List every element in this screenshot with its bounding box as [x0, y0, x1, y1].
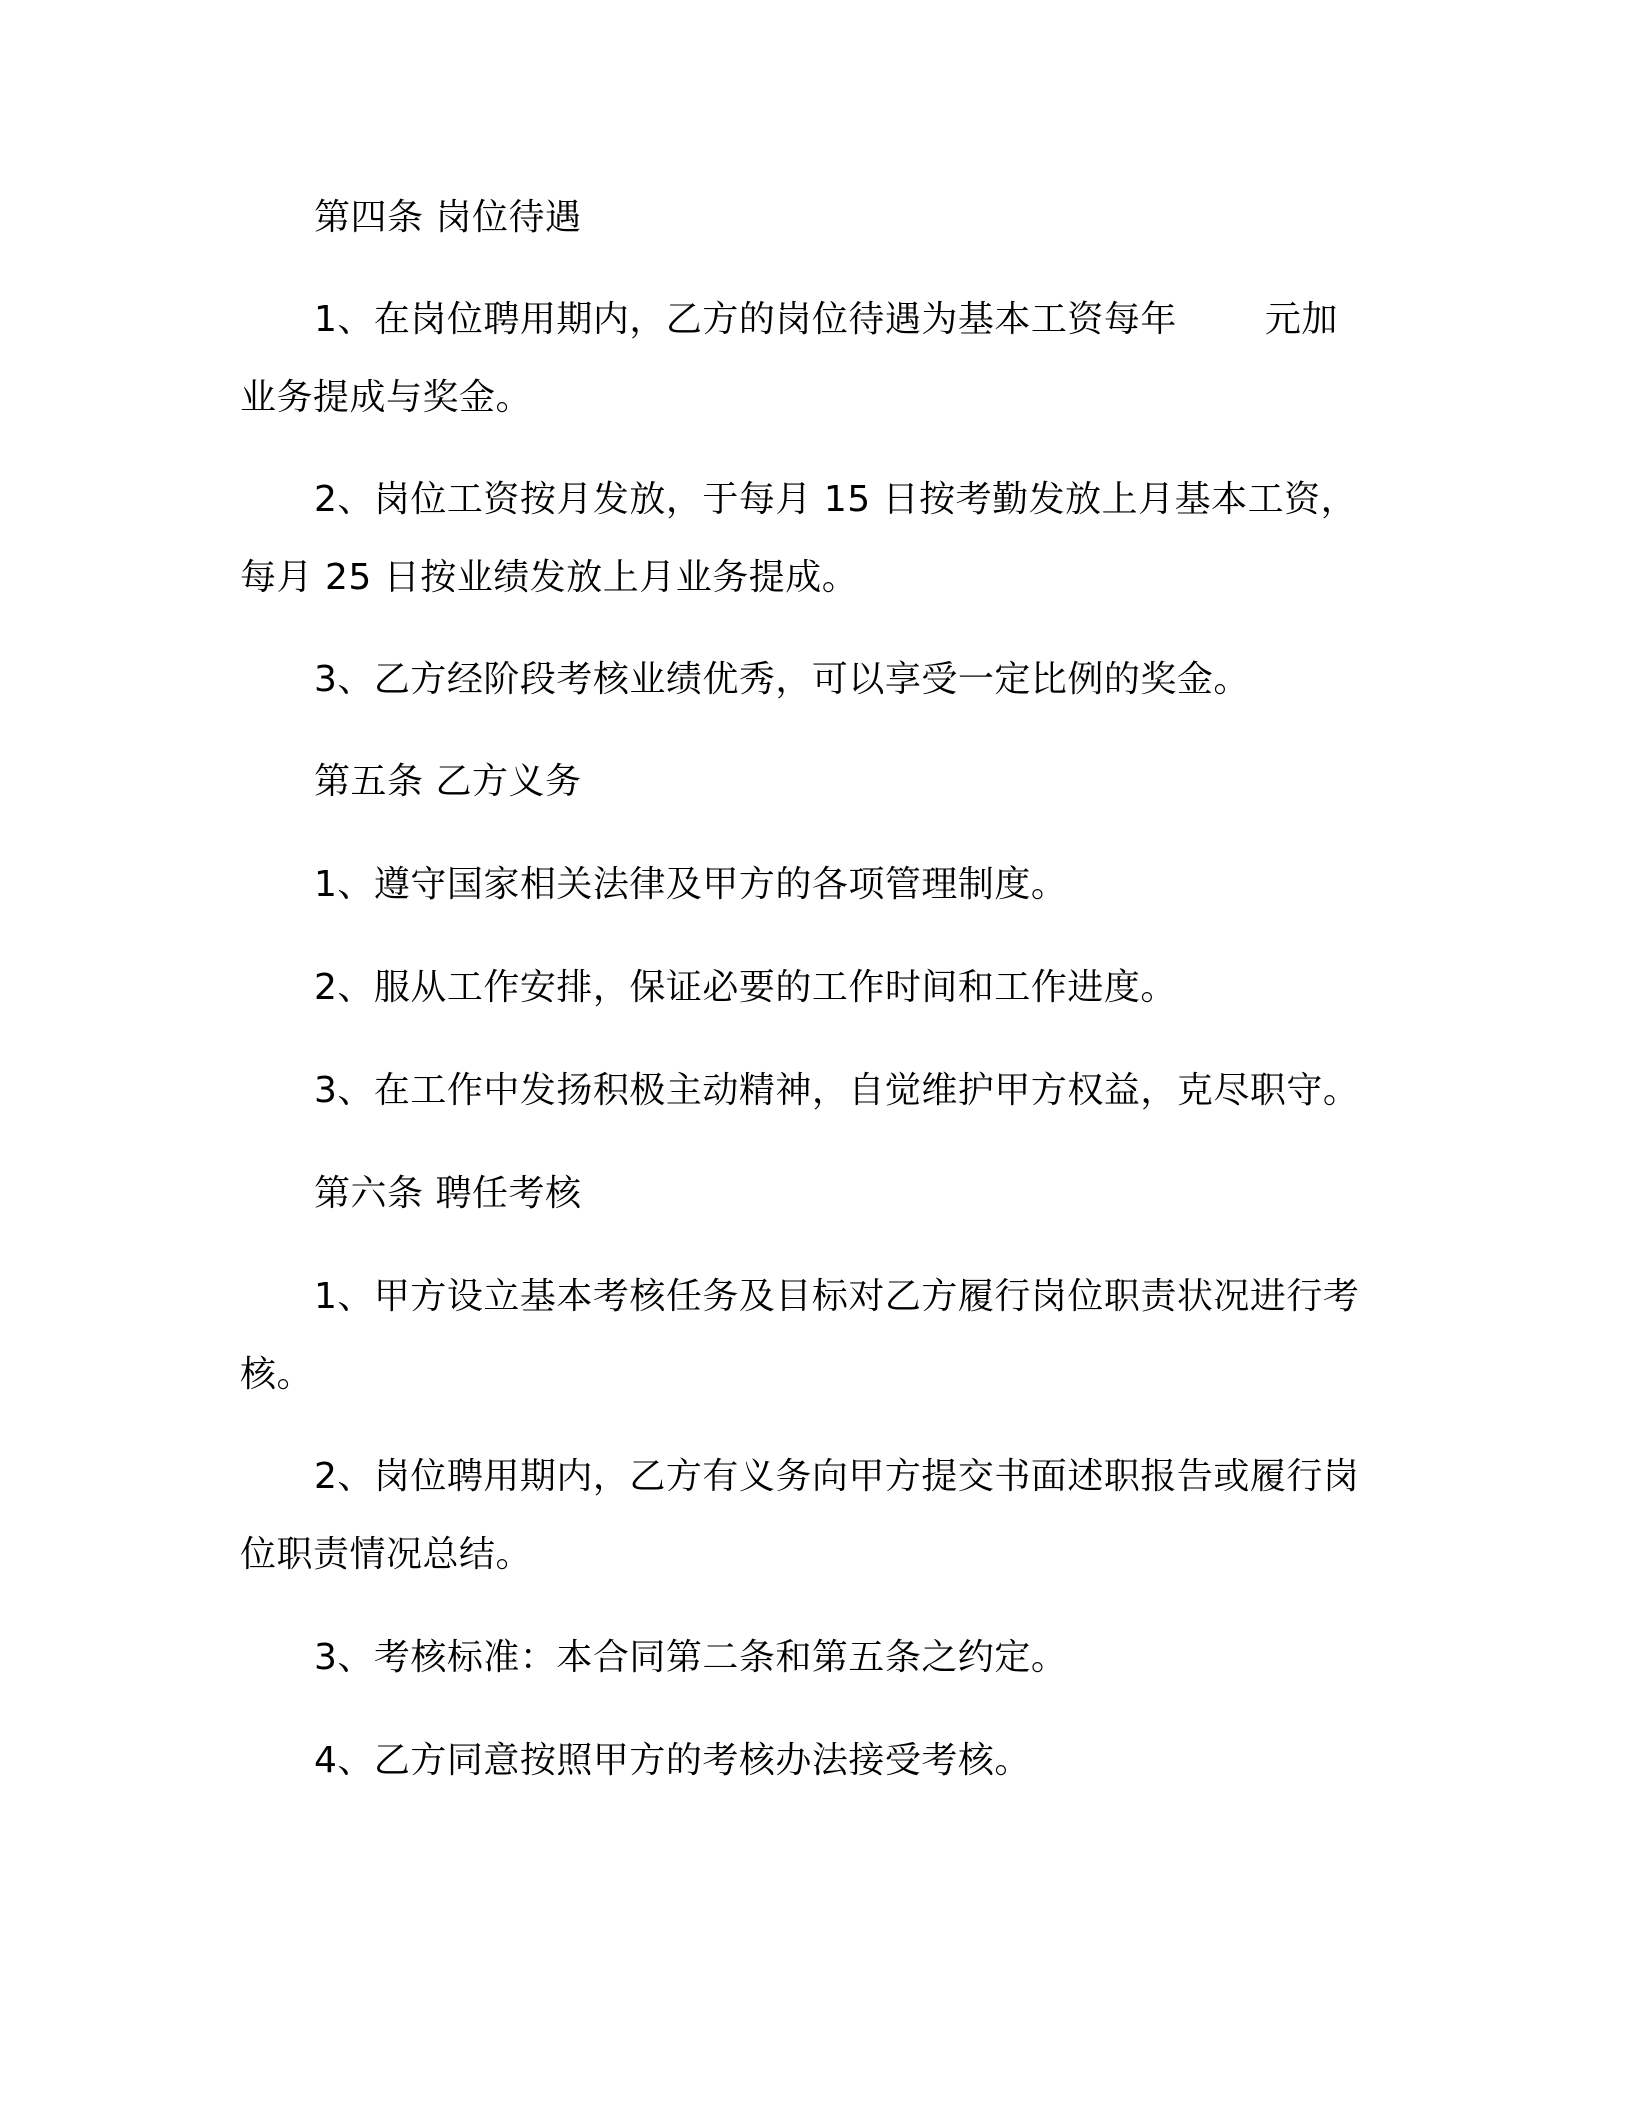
article-4-item-1-line-2: 业务提成与奖金。 — [240, 377, 533, 418]
article-6-heading: 第六条 聘任考核 — [314, 1173, 582, 1214]
article-6-item-3: 3、考核标准：本合同第二条和第五条之约定。 — [314, 1637, 1068, 1678]
article-6-item-1-line-2: 核。 — [240, 1354, 314, 1395]
article-4-item-3: 3、乙方经阶段考核业绩优秀，可以享受一定比例的奖金。 — [314, 659, 1250, 700]
article-4-item-2-line-2: 每月 25 日按业绩发放上月业务提成。 — [240, 557, 859, 598]
article-4-item-1-text-a: 1、在岗位聘用期内，乙方的岗位待遇为基本工资每年 — [314, 299, 1177, 340]
article-6-item-1-line-1: 1、甲方设立基本考核任务及目标对乙方履行岗位职责状况进行考 — [314, 1276, 1360, 1317]
article-4-item-1-text-b: 元加 — [1264, 299, 1338, 340]
article-4-item-1-line-1 — [314, 298, 1338, 342]
article-5-item-3: 3、在工作中发扬积极主动精神，自觉维护甲方权益，克尽职守。 — [314, 1070, 1360, 1111]
article-5-heading: 第五条 乙方义务 — [314, 761, 582, 802]
article-6-item-2-line-1: 2、岗位聘用期内，乙方有义务向甲方提交书面述职报告或履行岗 — [314, 1456, 1360, 1497]
article-6-item-4: 4、乙方同意按照甲方的考核办法接受考核。 — [314, 1740, 1031, 1781]
article-4-heading: 第四条 岗位待遇 — [314, 197, 582, 238]
article-5-item-2: 2、服从工作安排，保证必要的工作时间和工作进度。 — [314, 967, 1177, 1008]
article-5-item-1: 1、遵守国家相关法律及甲方的各项管理制度。 — [314, 864, 1068, 905]
article-4-item-2-line-1: 2、岗位工资按月发放，于每月 15 日按考勤发放上月基本工资， — [314, 479, 1358, 520]
article-6-item-2-line-2: 位职责情况总结。 — [240, 1534, 533, 1575]
